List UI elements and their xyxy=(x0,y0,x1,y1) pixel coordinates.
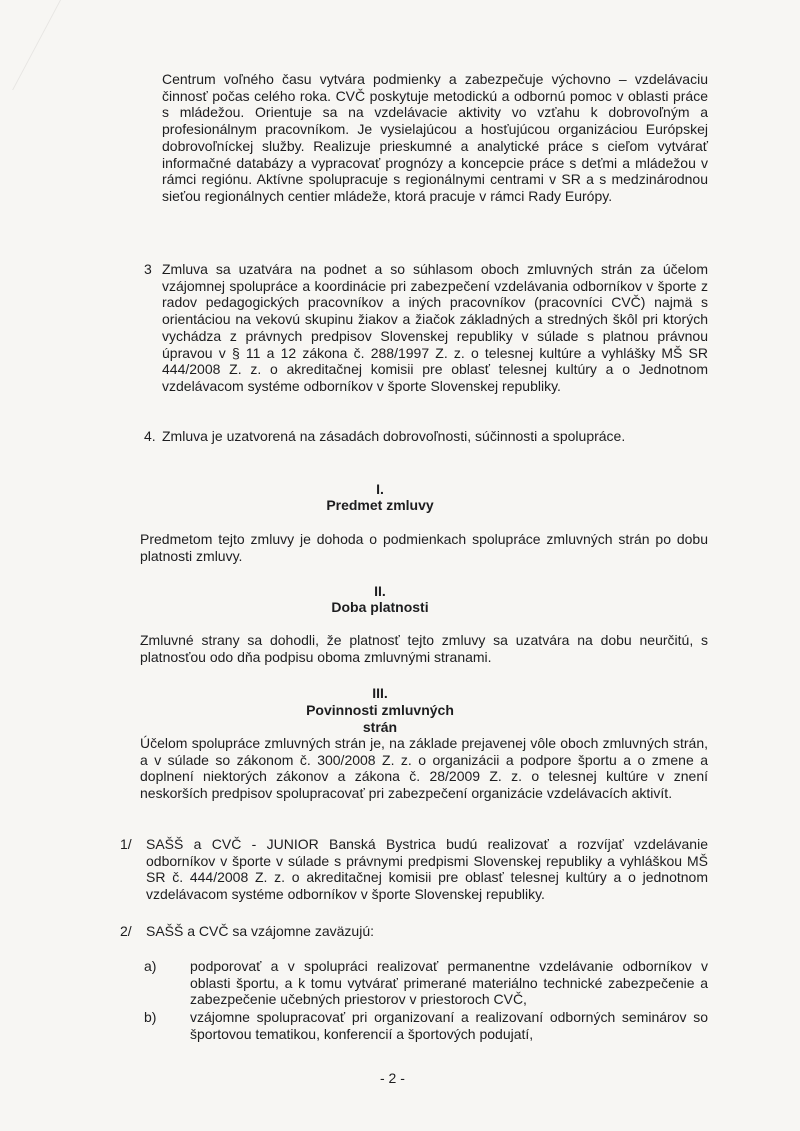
section-3-title: Povinnosti zmluvných strán xyxy=(306,702,454,735)
section-1-title: Predmet zmluvy xyxy=(326,497,434,513)
section-1-text: Predmetom tejto zmluvy je dohoda o podmienkach spolupráce zmluvných strán po dobu platnosti zmluvy. xyxy=(140,531,708,564)
section-2-roman: II. xyxy=(374,583,386,599)
item-2b-text: vzájomne spolupracovať pri organizovaní a realizovaní odborných seminárov so športovou tematikou, konferencií a športových podujatí, xyxy=(190,1009,708,1042)
point-4-number: 4. xyxy=(144,428,156,444)
item-1-number: 1/ xyxy=(120,836,132,852)
item-2-number: 2/ xyxy=(120,923,132,939)
section-3-text: Účelom spolupráce zmluvných strán je, na základe prejavenej vôle oboch zmluvných strán, a v súlade so zákonom č. 300/2008 Z. z. o organizácii a podpore športu a o zmene a doplnení niektorých zákonov a zákona č. 28/2009 Z. z. o telesnej kultúre v znení neskorších predpisov spolupracovať pri zabezpečení organizácie vzdelávacích aktivít. xyxy=(140,735,708,802)
section-3-roman: III. xyxy=(372,685,388,701)
point-3-number: 3 xyxy=(144,261,152,277)
section-2-text: Zmluvné strany sa dohodli, že platnosť tejto zmluvy sa uzatvára na dobu neurčitú, s platnosťou odo dňa podpisu oboma zmluvnými stranami. xyxy=(140,632,708,665)
page-fold-mark xyxy=(0,0,61,90)
item-2b-label: b) xyxy=(144,1009,157,1025)
item-1-text: SAŠŠ a CVČ - JUNIOR Banská Bystrica budú realizovať a rozvíjať vzdelávanie odborníkov v športe v súlade s právnymi predpismi Slovenskej republiky a vyhláškou MŠ SR č. 444/2008 Z. z. o akreditačnej komisii pre oblasť telesnej kultúry a o jednotnom vzdelávacom systéme odborníkov v športe Slovenskej republiky. xyxy=(146,836,708,903)
section-1-roman: I. xyxy=(376,481,384,497)
item-2a-text: podporovať a v spolupráci realizovať permanentne vzdelávanie odborníkov v oblasti športu, a k tomu vytvárať primerané materiálno technické zabezpečenie a zabezpečenie učebných priestorov v priestoroch CVČ, xyxy=(190,958,708,1008)
item-2-text: SAŠŠ a CVČ sa vzájomne zaväzujú: xyxy=(146,923,374,939)
intro-paragraph: Centrum voľného času vytvára podmienky a zabezpečuje výchovno – vzdelávaciu činnosť počas celého roka. CVČ poskytuje metodickú a odbornú pomoc v oblasti práce s mládežou. Orientuje sa na vzdelávacie aktivity vo vzťahu k dobrovoľným a profesionálnym pracovníkom. Je vysielajúcou a hosťujúcou organizáciou Európskej dobrovoľníckej služby. Realizuje prieskumné a analytické práce s cieľom vytvárať informačné databázy a vypracovať prognózy a koncepcie práce s deťmi a mládežou v rámci regiónu. Aktívne spolupracuje s regionálnymi centrami v SR a s medzinárodnou sieťou regionálnych centier mládeže, ktorá pracuje v rámci Rady Európy. xyxy=(162,71,708,204)
item-2a-label: a) xyxy=(144,958,157,974)
section-2-title: Doba platnosti xyxy=(331,599,429,615)
point-4-text: Zmluva je uzatvorená na zásadách dobrovoľnosti, súčinnosti a spolupráce. xyxy=(162,428,626,444)
point-3-text: Zmluva sa uzatvára na podnet a so súhlasom oboch zmluvných strán za účelom vzájomnej spolupráce a koordinácie pri zabezpečení vzdelávania odborníkov v športe z radov pedagogických pracovníkov a iných pracovníkov (pracovníci CVČ) najmä s orientáciou na vekovú skupinu žiakov a žiačok základných a stredných škôl pri ktorých vychádza z právnych predpisov Slovenskej republiky v súlade s platnou právnou úpravou v § 11 a 12 zákona č. 288/1997 Z. z. o telesnej kultúre a vyhlášky MŠ SR 444/2008 Z. z. o akreditačnej komisii pre oblasť telesnej kultúry a o Jednotnom vzdelávacom systéme odborníkov v športe Slovenskej republiky. xyxy=(162,261,708,394)
page-number: - 2 - xyxy=(380,1070,405,1086)
